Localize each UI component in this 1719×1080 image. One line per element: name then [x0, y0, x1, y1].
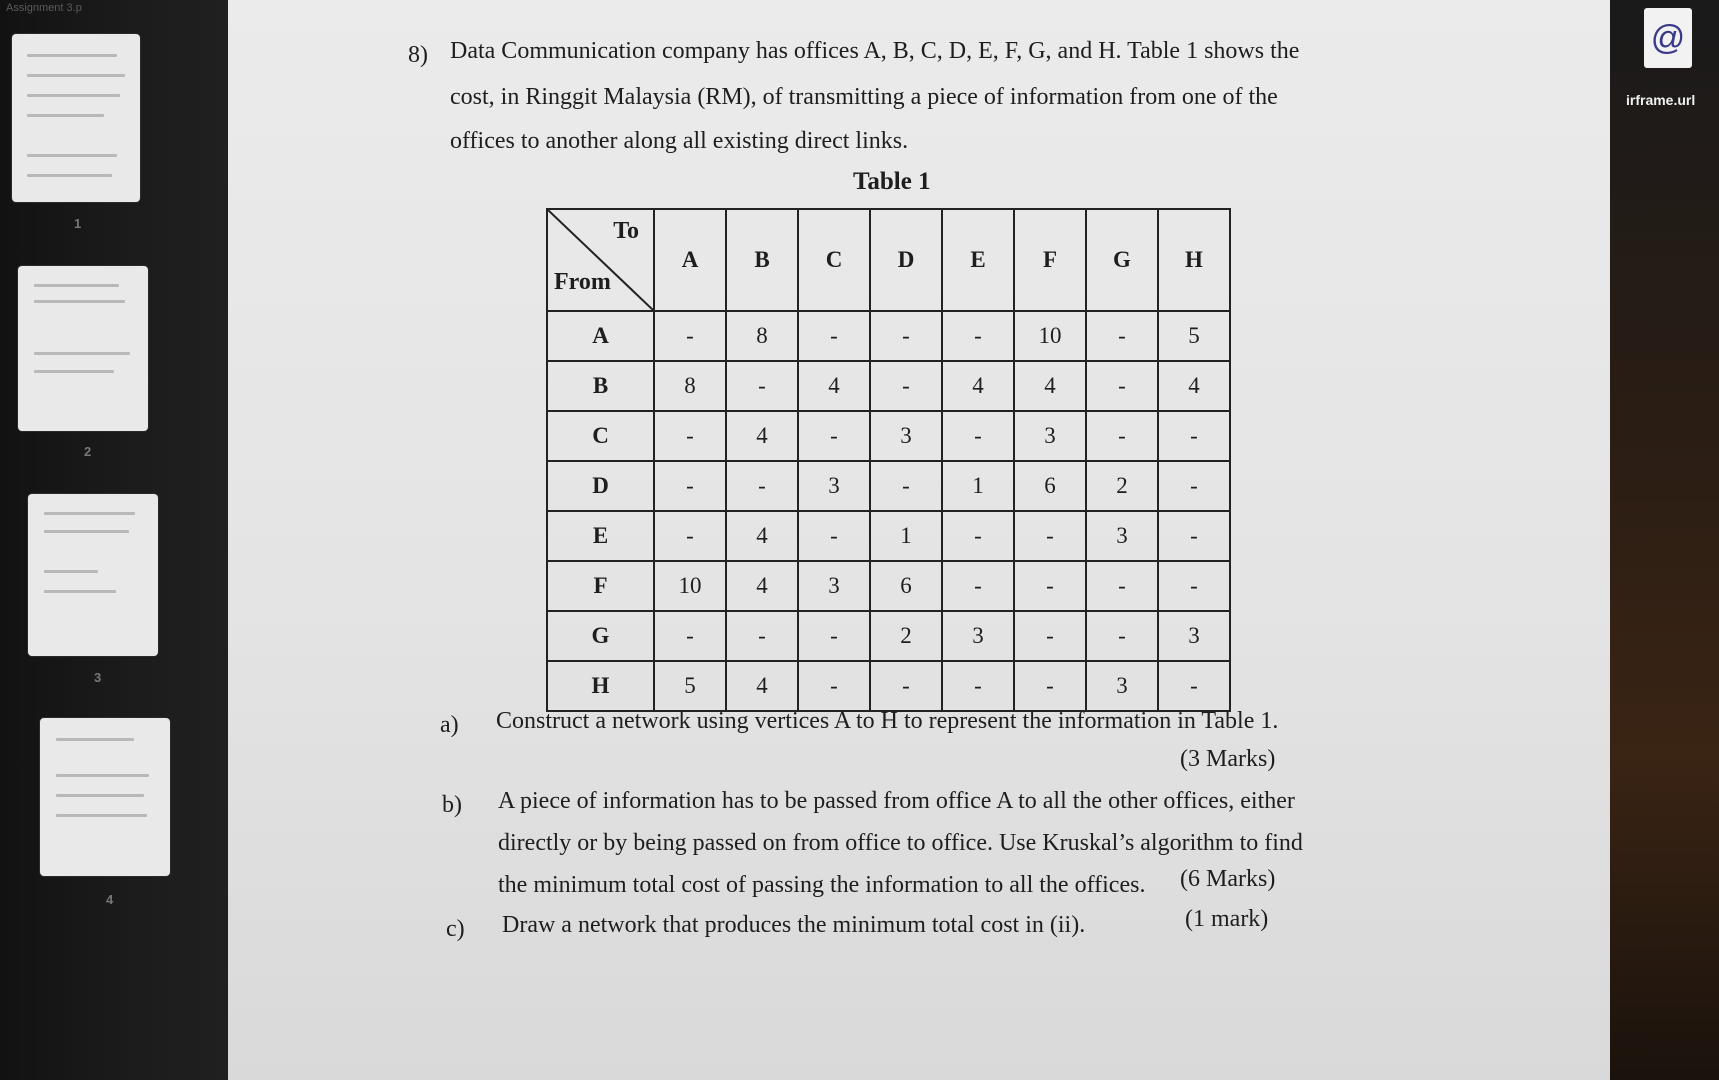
cost-cell: 3	[870, 411, 942, 461]
table-row	[547, 361, 1230, 411]
cost-cell: 4	[726, 511, 798, 561]
cost-cell: -	[1086, 411, 1158, 461]
cost-cell: -	[1158, 511, 1230, 561]
table-row	[547, 511, 1230, 561]
cost-cell: 4	[726, 561, 798, 611]
cost-cell: -	[942, 511, 1014, 561]
cost-cell: 10	[1014, 311, 1086, 361]
cost-cell: -	[1086, 611, 1158, 661]
document-tab-title: Assignment 3.p	[6, 2, 82, 14]
cost-cell: -	[1014, 511, 1086, 561]
row-header: H	[547, 661, 654, 711]
column-header: C	[798, 209, 870, 311]
row-header: D	[547, 461, 654, 511]
cost-cell: -	[942, 311, 1014, 361]
table-corner-cell	[547, 209, 654, 311]
part-c-marks: (1 mark)	[1185, 906, 1269, 932]
cost-cell: -	[1158, 461, 1230, 511]
cost-cell: -	[870, 311, 942, 361]
cost-cell: -	[798, 511, 870, 561]
cost-cell: -	[798, 311, 870, 361]
cost-cell: -	[654, 461, 726, 511]
cost-cell: 4	[726, 661, 798, 711]
row-header: A	[547, 311, 654, 361]
cost-cell: -	[1158, 561, 1230, 611]
part-c-text: Draw a network that produces the minimum total cost in (ii).	[502, 912, 1086, 938]
table-row	[547, 411, 1230, 461]
cost-cell: -	[726, 611, 798, 661]
cost-cell: 2	[870, 611, 942, 661]
cost-cell: 4	[726, 411, 798, 461]
cost-cell: 3	[798, 561, 870, 611]
cost-cell: -	[1014, 561, 1086, 611]
cost-cell: -	[1158, 661, 1230, 711]
cost-cell: -	[870, 361, 942, 411]
table-row	[547, 611, 1230, 661]
cost-cell: -	[798, 661, 870, 711]
cost-cell: -	[726, 361, 798, 411]
desktop-background	[1610, 0, 1719, 1080]
column-header: A	[654, 209, 726, 311]
document-page	[228, 0, 1610, 1080]
page-number-4: 4	[106, 892, 114, 907]
url-file-icon[interactable]: @	[1644, 8, 1692, 68]
cost-cell: -	[1014, 611, 1086, 661]
desktop-icon-label[interactable]: irframe.url	[1626, 92, 1696, 108]
table-header-row	[547, 209, 1230, 311]
cost-cell: 10	[654, 561, 726, 611]
page-thumbnail-1[interactable]	[12, 34, 140, 202]
cost-cell: -	[726, 461, 798, 511]
cost-cell: 8	[726, 311, 798, 361]
cost-cell: -	[1086, 311, 1158, 361]
column-header: B	[726, 209, 798, 311]
table-body	[547, 311, 1230, 711]
page-number-2: 2	[84, 444, 92, 459]
cost-cell: -	[942, 561, 1014, 611]
table-caption: Table 1	[853, 168, 931, 195]
table-row	[547, 661, 1230, 711]
cost-cell: 3	[1014, 411, 1086, 461]
cost-cell: 5	[1158, 311, 1230, 361]
column-header: F	[1014, 209, 1086, 311]
cost-cell: -	[1014, 661, 1086, 711]
table-row	[547, 461, 1230, 511]
cost-cell: 1	[942, 461, 1014, 511]
cost-cell: -	[654, 311, 726, 361]
question-line-1: Data Communication company has offices A, B, C, D, E, F, G, and H. Table 1 shows the	[450, 38, 1300, 64]
corner-label-from: From	[554, 269, 611, 295]
cost-cell: 4	[942, 361, 1014, 411]
cost-cell: -	[654, 511, 726, 561]
cost-cell: 3	[1158, 611, 1230, 661]
cost-cell: -	[870, 461, 942, 511]
cost-cell: 5	[654, 661, 726, 711]
cost-cell: -	[654, 611, 726, 661]
part-b-line-3: the minimum total cost of passing the information to all the offices.	[498, 872, 1146, 898]
part-b-label: b)	[442, 792, 462, 818]
cost-cell: 6	[870, 561, 942, 611]
cost-cell: 2	[1086, 461, 1158, 511]
cost-cell: -	[942, 661, 1014, 711]
cost-cell: 4	[1158, 361, 1230, 411]
cost-cell: -	[798, 611, 870, 661]
question-number: 8)	[408, 42, 428, 68]
cost-cell: 6	[1014, 461, 1086, 511]
cost-cell: 3	[942, 611, 1014, 661]
cost-cell: -	[654, 411, 726, 461]
column-header: E	[942, 209, 1014, 311]
question-line-3: offices to another along all existing direct links.	[450, 128, 909, 154]
cost-cell: 1	[870, 511, 942, 561]
table-row	[547, 561, 1230, 611]
cost-cell: 4	[1014, 361, 1086, 411]
cost-cell: 3	[1086, 511, 1158, 561]
part-a-label: a)	[440, 712, 459, 738]
page-thumbnail-4[interactable]	[40, 718, 170, 876]
row-header: C	[547, 411, 654, 461]
page-thumbnail-3[interactable]	[28, 494, 158, 656]
part-b-line-2: directly or by being passed on from office to office. Use Kruskal’s algorithm to find	[498, 830, 1303, 856]
part-b-line-1: A piece of information has to be passed from office A to all the other offices, either	[498, 788, 1295, 814]
cost-cell: 8	[654, 361, 726, 411]
page-number-1: 1	[74, 216, 82, 231]
part-c-label: c)	[446, 916, 465, 942]
cost-cell: 3	[1086, 661, 1158, 711]
table-row	[547, 311, 1230, 361]
row-header: F	[547, 561, 654, 611]
page-thumbnail-2[interactable]	[18, 266, 148, 431]
cost-cell: -	[798, 411, 870, 461]
column-header: D	[870, 209, 942, 311]
row-header: B	[547, 361, 654, 411]
part-b-marks: (6 Marks)	[1180, 866, 1276, 892]
cost-cell: -	[1086, 361, 1158, 411]
cost-cell: -	[942, 411, 1014, 461]
cost-table	[546, 208, 1231, 712]
column-header: H	[1158, 209, 1230, 311]
cost-cell: -	[870, 661, 942, 711]
part-a-marks: (3 Marks)	[1180, 746, 1276, 772]
cost-cell: -	[1086, 561, 1158, 611]
column-header: G	[1086, 209, 1158, 311]
corner-label-to: To	[613, 218, 639, 244]
question-line-2: cost, in Ringgit Malaysia (RM), of transmitting a piece of information from one of the	[450, 84, 1278, 110]
cost-cell: 4	[798, 361, 870, 411]
row-header: E	[547, 511, 654, 561]
page-number-3: 3	[94, 670, 102, 685]
thumbnail-sidebar	[0, 0, 228, 1080]
cost-cell: 3	[798, 461, 870, 511]
part-a-text: Construct a network using vertices A to H to represent the information in Table 1.	[496, 708, 1279, 734]
row-header: G	[547, 611, 654, 661]
cost-cell: -	[1158, 411, 1230, 461]
